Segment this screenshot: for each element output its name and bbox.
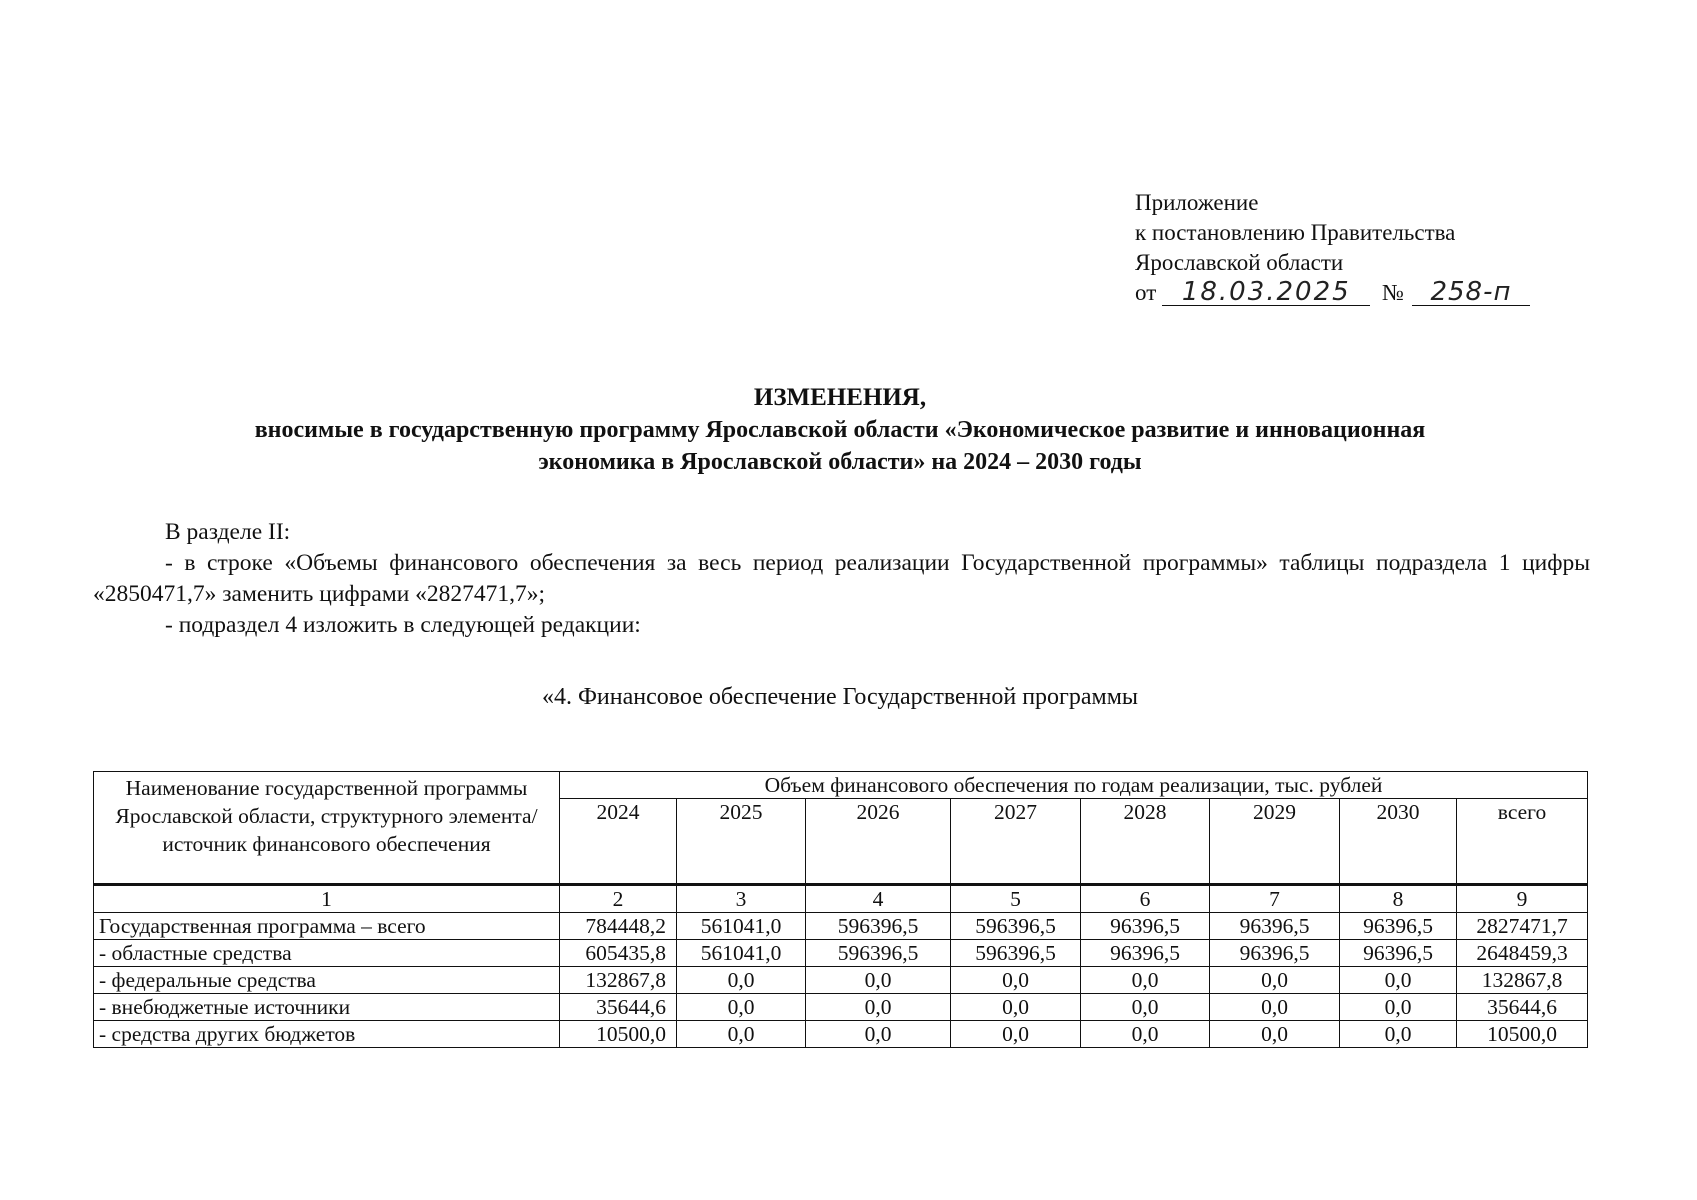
appendix-resolution-line: к постановлению Правительства [1135, 220, 1456, 245]
row-value-cell: 132867,8 [560, 967, 677, 994]
table-header-funding: Объем финансового обеспечения по годам реализации, тыс. рублей [560, 772, 1588, 799]
row-value-cell: 0,0 [1210, 1021, 1340, 1048]
column-number-row [94, 885, 1588, 913]
year-header: 2024 [560, 799, 677, 885]
year-header: 2029 [1210, 799, 1340, 885]
row-value-cell: 0,0 [1340, 967, 1457, 994]
row-value-cell: 0,0 [1210, 994, 1340, 1021]
amendment-paragraph-1: - в строке «Объемы финансового обеспечения за весь период реализации Государственной программы» таблицы подраздела 1 цифры «2850471,7» заменить цифрами «2827471,7»; [93, 550, 1590, 607]
row-value-cell: 0,0 [806, 967, 951, 994]
row-value-cell: 0,0 [806, 994, 951, 1021]
row-value-cell: 0,0 [677, 994, 806, 1021]
row-value-cell: 0,0 [1081, 967, 1210, 994]
row-value-cell: 0,0 [1081, 1021, 1210, 1048]
row-value-cell: 0,0 [677, 1021, 806, 1048]
row-total-cell: 2648459,3 [1457, 940, 1588, 967]
body-text [93, 517, 1590, 641]
row-name: - внебюджетные источники [94, 994, 560, 1021]
row-value-cell: 96396,5 [1210, 913, 1340, 940]
table-header-name: Наименование государственной программы Ярославской области, структурного элемента/ источник финансового обеспечения [94, 772, 560, 885]
title-line-2: вносимые в государственную программу Ярославской области «Экономическое развитие и инновационная [254, 417, 1426, 443]
row-value-cell: 0,0 [1340, 1021, 1457, 1048]
row-total-cell: 35644,6 [1457, 994, 1588, 1021]
column-number: 2 [560, 885, 677, 913]
year-header: 2030 [1340, 799, 1457, 885]
year-header: 2025 [677, 799, 806, 885]
column-number: 3 [677, 885, 806, 913]
row-value-cell: 0,0 [1210, 967, 1340, 994]
row-value-cell: 96396,5 [1081, 940, 1210, 967]
title-heading: ИЗМЕНЕНИЯ, [753, 384, 927, 411]
row-value-cell: 96396,5 [1340, 940, 1457, 967]
row-name: - федеральные средства [94, 967, 560, 994]
row-value-cell: 596396,5 [951, 913, 1081, 940]
row-total-cell: 10500,0 [1457, 1021, 1588, 1048]
row-value-cell: 0,0 [951, 994, 1081, 1021]
row-value-cell: 596396,5 [951, 940, 1081, 967]
subsection-title: «4. Финансовое обеспечение Государственной программы [541, 684, 1139, 710]
row-value-cell: 0,0 [951, 967, 1081, 994]
row-value-cell: 0,0 [951, 1021, 1081, 1048]
row-value-cell: 784448,2 [560, 913, 677, 940]
row-value-cell: 561041,0 [677, 913, 806, 940]
year-header: 2027 [951, 799, 1081, 885]
title-line-3: экономика в Ярославской области» на 2024 – 2030 годы [538, 449, 1142, 475]
row-name: - областные средства [94, 940, 560, 967]
appendix-label: Приложение [1135, 190, 1259, 215]
appendix-date-number-line [1135, 278, 1530, 308]
column-number: 4 [806, 885, 951, 913]
document-title [90, 382, 1590, 478]
date-prefix: от [1135, 280, 1157, 305]
row-value-cell: 0,0 [1340, 994, 1457, 1021]
column-number: 5 [951, 885, 1081, 913]
row-value-cell: 596396,5 [806, 940, 951, 967]
row-name: Государственная программа – всего [94, 913, 560, 940]
table-row [94, 940, 1588, 967]
handwritten-date: 18.03.2025 [1162, 279, 1370, 306]
row-total-cell: 132867,8 [1457, 967, 1588, 994]
column-number: 7 [1210, 885, 1340, 913]
column-number: 8 [1340, 885, 1457, 913]
amendment-paragraph-2: - подраздел 4 изложить в следующей редакции: [165, 612, 641, 638]
year-header: 2028 [1081, 799, 1210, 885]
row-value-cell: 0,0 [677, 967, 806, 994]
table-row [94, 913, 1588, 940]
row-value-cell: 96396,5 [1340, 913, 1457, 940]
table-row [94, 967, 1588, 994]
row-value-cell: 596396,5 [806, 913, 951, 940]
row-total-cell: 2827471,7 [1457, 913, 1588, 940]
column-number: 1 [94, 885, 560, 913]
row-value-cell: 96396,5 [1081, 913, 1210, 940]
row-value-cell: 96396,5 [1210, 940, 1340, 967]
appendix-block [1135, 188, 1530, 308]
row-value-cell: 605435,8 [560, 940, 677, 967]
table-row [94, 994, 1588, 1021]
handwritten-number: 258-п [1412, 279, 1530, 306]
appendix-region-line: Ярославской области [1135, 250, 1344, 275]
financing-table [93, 771, 1588, 1048]
row-value-cell: 0,0 [806, 1021, 951, 1048]
section-intro: В разделе II: [165, 519, 291, 545]
number-sign: № [1382, 280, 1404, 305]
year-header: 2026 [806, 799, 951, 885]
row-value-cell: 561041,0 [677, 940, 806, 967]
row-name: - средства других бюджетов [94, 1021, 560, 1048]
total-header: всего [1457, 799, 1588, 885]
row-value-cell: 10500,0 [560, 1021, 677, 1048]
table-row [94, 1021, 1588, 1048]
row-value-cell: 0,0 [1081, 994, 1210, 1021]
column-number: 9 [1457, 885, 1588, 913]
column-number: 6 [1081, 885, 1210, 913]
row-value-cell: 35644,6 [560, 994, 677, 1021]
